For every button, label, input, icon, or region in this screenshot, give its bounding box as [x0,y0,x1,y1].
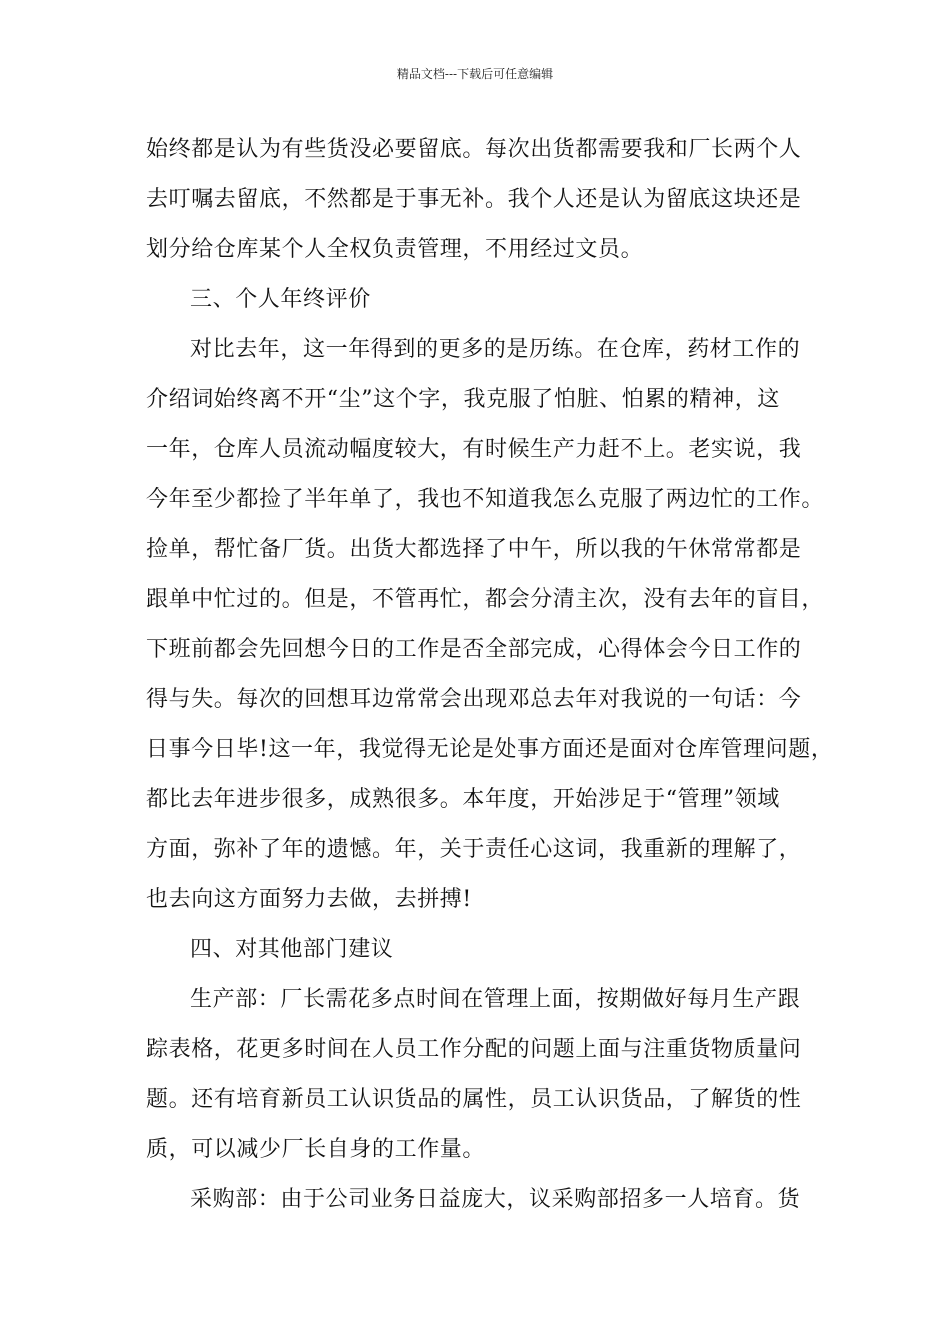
body-line: 去叮嘱去留底，不然都是于事无补。我个人还是认为留底这块还是 [146,187,802,212]
body-line: 题。还有培育新员工认识货品的属性，员工认识货品，了解货的性 [146,1087,802,1112]
body-line: 捡单，帮忙备厂货。出货大都选择了中午，所以我的午休常常都是 [146,537,802,562]
body-line: 一年，仓库人员流动幅度较大，有时候生产力赶不上。老实说，我 [146,437,802,462]
body-line: 方面，弥补了年的遗憾。年，关于责任心这词，我重新的理解了， [146,837,802,862]
body-line: 介绍词始终离不开“尘”这个字，我克服了怕脏、怕累的精神，这 [146,387,780,412]
body-line: 今年至少都捡了半年单了，我也不知道我怎么克服了两边忙的工作。 [146,487,825,512]
body-line: 跟单中忙过的。但是，不管再忙，都会分清主次，没有去年的盲目， [146,587,825,612]
body-line: 下班前都会先回想今日的工作是否全部完成，心得体会今日工作的 [146,637,802,662]
section-heading: 四、对其他部门建议 [190,937,394,962]
body-line: 都比去年进步很多，成熟很多。本年度，开始涉足于“管理”领域 [146,787,780,812]
body-line: 踪表格，花更多时间在人员工作分配的问题上面与注重货物质量问 [146,1037,802,1062]
body-line: 始终都是认为有些货没必要留底。每次出货都需要我和厂长两个人 [146,137,802,162]
body-line: 质，可以减少厂长自身的工作量。 [146,1137,486,1162]
page-header: 精品文档---下载后可任意编辑 [396,67,554,81]
body-line: 日事今日毕!这一年，我觉得无论是处事方面还是面对仓库管理问题， [146,737,834,762]
body-line: 划分给仓库某个人全权负责管理，不用经过文员。 [146,237,644,262]
body-line: 生产部：厂长需花多点时间在管理上面，按期做好每月生产跟 [190,987,801,1012]
body-line: 得与失。每次的回想耳边常常会出现邓总去年对我说的一句话：今 [146,687,802,712]
section-heading: 三、个人年终评价 [190,287,371,312]
body-line: 对比去年，这一年得到的更多的是历练。在仓库，药材工作的 [190,337,801,362]
body-line: 采购部：由于公司业务日益庞大，议采购部招多一人培育。货 [190,1187,801,1212]
body-line: 也去向这方面努力去做，去拼搏! [146,887,472,912]
